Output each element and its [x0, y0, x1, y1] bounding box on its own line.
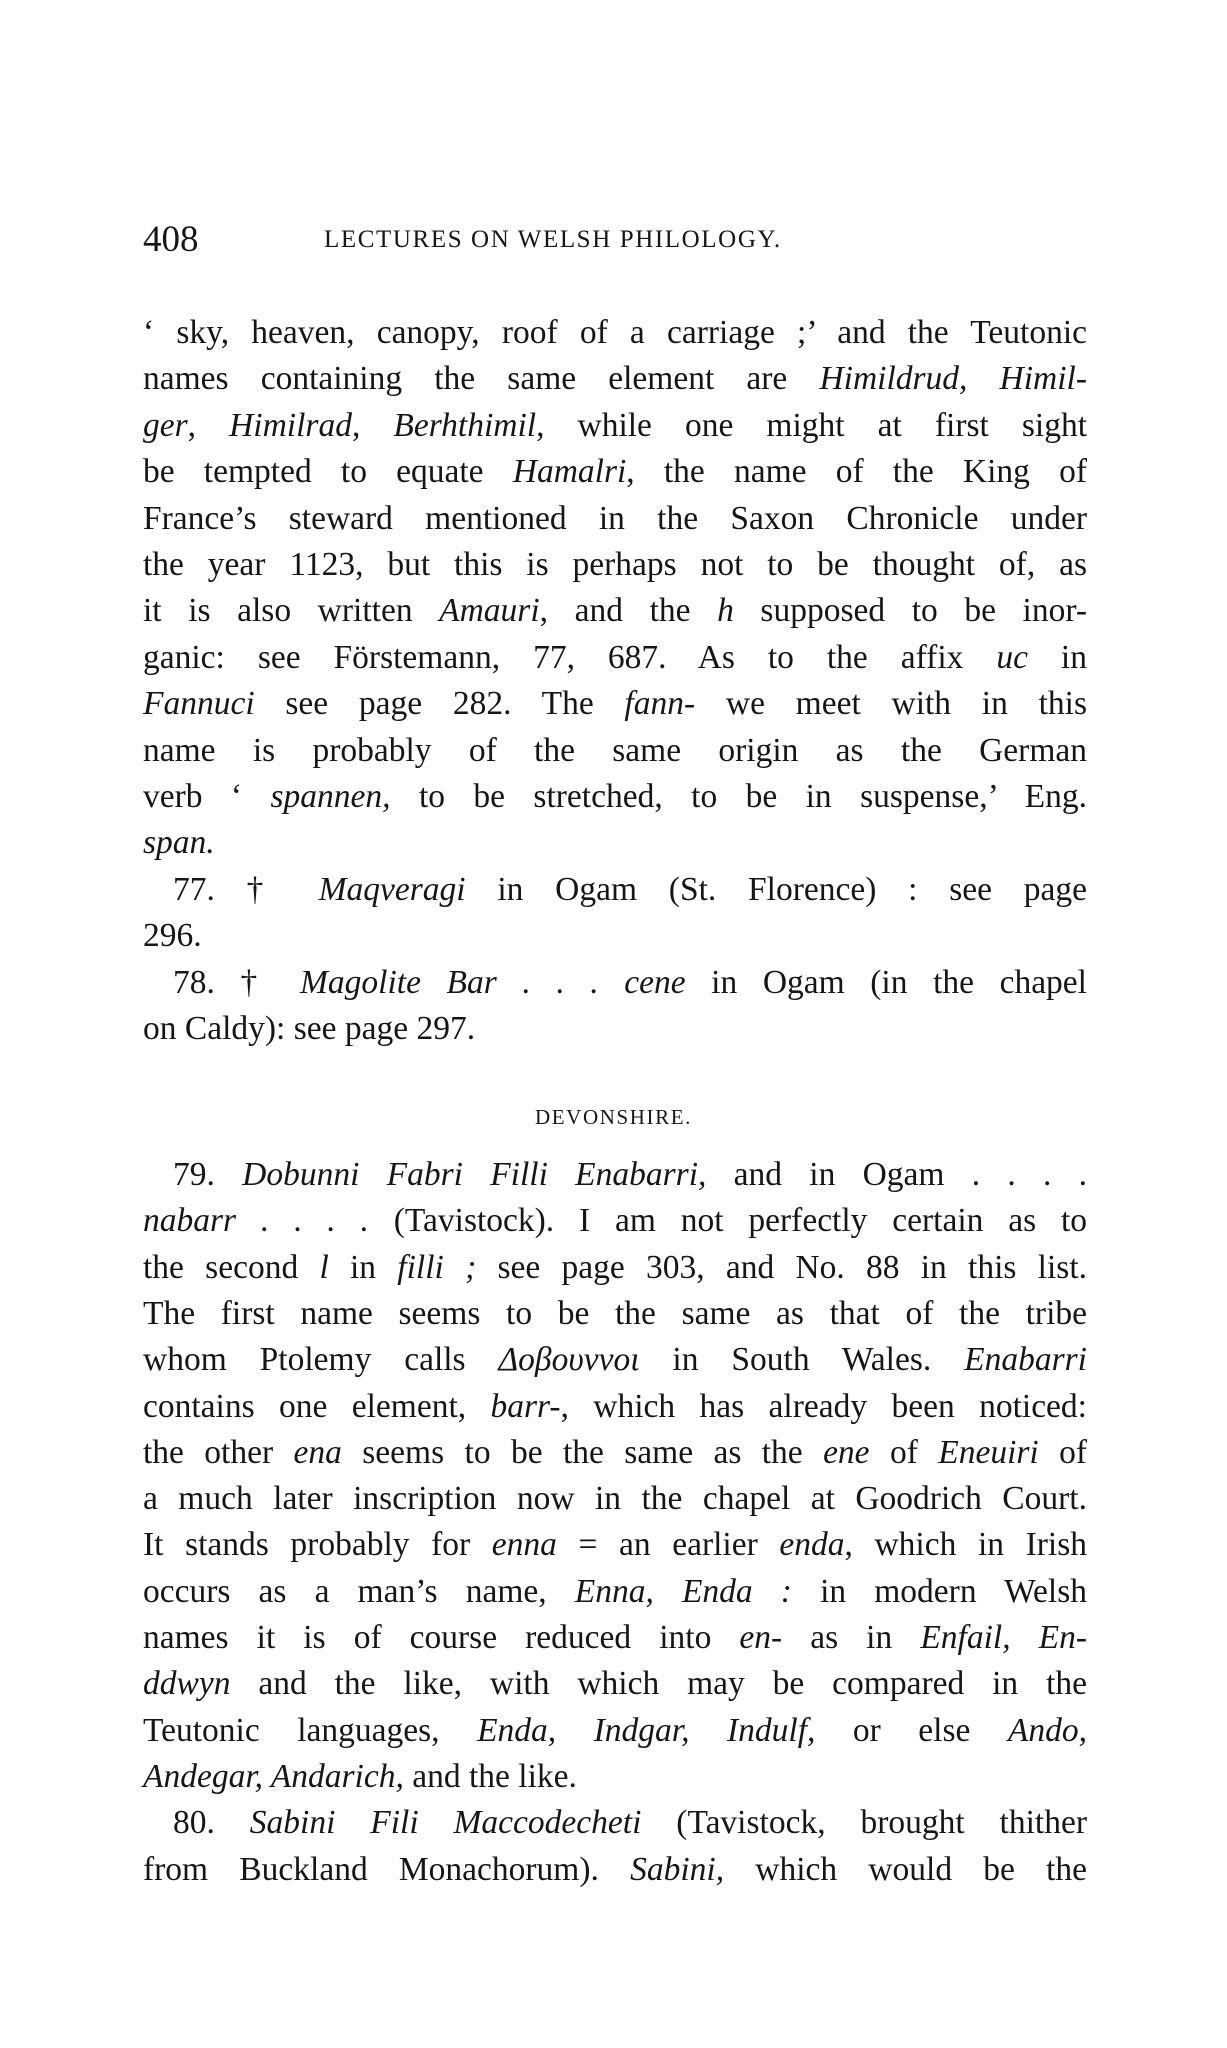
- text-line: [143, 542, 1087, 588]
- text-segment: , while one might at first sight: [536, 406, 1088, 444]
- text-segment: in: [1027, 638, 1087, 676]
- text-segment: 79.: [173, 1156, 243, 1193]
- italic-text: enda: [779, 1526, 845, 1564]
- text-segment: it is also written: [143, 592, 440, 630]
- text-line: [143, 1708, 1087, 1754]
- text-segment: the year 1123, but this is perhaps not to be thought of, as: [143, 546, 1087, 583]
- text-segment: , which in Irish: [844, 1526, 1088, 1564]
- italic-text: Δοβουννοι: [498, 1341, 640, 1379]
- italic-text: Enna, Enda :: [574, 1572, 792, 1610]
- italic-text: Enda, Indgar, Indulf,: [477, 1711, 816, 1749]
- text-segment: a much later inscription now in the chapel at Goodrich Court.: [143, 1480, 1087, 1518]
- text-segment: 77. †: [173, 870, 319, 908]
- text-line: [173, 960, 1087, 1006]
- text-line: [143, 774, 1087, 820]
- text-segment: supposed to be inor-: [733, 592, 1088, 630]
- text-segment: to be stretched, to be in suspense,’ Eng.: [390, 778, 1087, 815]
- italic-text: spannen,: [270, 778, 391, 815]
- italic-text: ger: [143, 406, 188, 444]
- text-line: [143, 913, 1087, 959]
- text-line: [143, 1569, 1087, 1615]
- text-line: [143, 403, 1087, 449]
- text-segment: in: [328, 1248, 398, 1286]
- text-line: [143, 1337, 1087, 1383]
- italic-text: Sabini,: [630, 1850, 725, 1888]
- text-line: [143, 1754, 1087, 1800]
- text-line: [143, 449, 1087, 495]
- text-line: [143, 1661, 1087, 1707]
- text-line: [143, 1430, 1087, 1476]
- text-line: [143, 1245, 1087, 1291]
- text-segment: names containing the same element are: [143, 360, 820, 398]
- italic-text: Maqveragi: [318, 870, 466, 908]
- text-segment: the other: [143, 1433, 294, 1471]
- text-segment: as in: [782, 1619, 921, 1656]
- text-line: [143, 1198, 1087, 1244]
- text-segment: France’s steward mentioned in the Saxon Chronicle under: [143, 499, 1087, 537]
- italic-text: Fannuci: [143, 685, 255, 723]
- text-segment: ‘ sky, heaven, canopy, roof of a carriage ;’ and the Teutonic: [143, 314, 1087, 351]
- italic-text: l: [319, 1248, 329, 1286]
- text-segment: The first name seems to be the same as that of the tribe: [143, 1294, 1087, 1332]
- text-segment: occurs as a man’s name,: [143, 1572, 575, 1610]
- italic-text: barr-: [490, 1387, 561, 1425]
- text-segment: seems to be the same as the: [341, 1433, 824, 1471]
- text-segment: ,: [187, 406, 230, 444]
- italic-text: Himilrad: [229, 406, 352, 444]
- text-segment: be tempted to equate: [143, 453, 513, 491]
- text-segment: , which has already been noticed:: [560, 1387, 1087, 1425]
- italic-text: span.: [143, 824, 215, 862]
- text-segment: ganic: see Förstemann, 77, 687. As to the affix: [143, 638, 997, 676]
- text-segment: , the name of the King of: [626, 453, 1087, 491]
- italic-text: filli ;: [397, 1248, 477, 1286]
- text-segment: from Buckland Monachorum).: [143, 1850, 631, 1888]
- text-segment: or else: [815, 1711, 1008, 1749]
- text-segment: of: [869, 1433, 939, 1471]
- section-heading: DEVONSHIRE.: [534, 1105, 692, 1129]
- italic-text: Magolite Bar . . . cene: [300, 963, 686, 1001]
- text-line: [143, 681, 1087, 727]
- text-line: [143, 1847, 1087, 1893]
- text-segment: 78. †: [173, 963, 300, 1001]
- italic-text: Enfail, En-: [920, 1619, 1087, 1656]
- text-segment: the second: [143, 1248, 320, 1286]
- text-line: [143, 728, 1087, 774]
- italic-text: Andegar, Andarich,: [143, 1757, 404, 1795]
- text-segment: whom Ptolemy calls: [143, 1341, 499, 1379]
- text-segment: name is probably of the same origin as the German: [143, 731, 1087, 769]
- italic-text: Dobunni Fabri Filli Enabarri,: [242, 1156, 707, 1193]
- text-segment: 296.: [143, 917, 202, 955]
- page-number: 408: [143, 219, 199, 260]
- italic-text: nabarr . . . .: [143, 1202, 369, 1240]
- text-segment: = an earlier: [556, 1526, 780, 1564]
- text-line: [143, 1291, 1087, 1337]
- text-segment: contains one element,: [143, 1387, 491, 1425]
- text-segment: of: [1038, 1433, 1088, 1471]
- text-line: [143, 635, 1087, 681]
- text-segment: names it is of course reduced into: [143, 1619, 740, 1656]
- text-segment: Teutonic languages,: [143, 1711, 478, 1749]
- text-line: [143, 1522, 1087, 1568]
- text-segment: in modern Welsh: [791, 1572, 1087, 1610]
- italic-text: ene: [823, 1433, 870, 1471]
- text-segment: see page 282. The: [254, 685, 625, 723]
- italic-text: Ando,: [1007, 1711, 1087, 1749]
- italic-text: Sabini Fili Maccodecheti: [249, 1804, 642, 1842]
- italic-text: uc: [996, 638, 1028, 676]
- running-title: LECTURES ON WELSH PHILOLOGY.: [324, 226, 782, 253]
- italic-text: Himildrud, Himil-: [819, 360, 1087, 398]
- text-segment: we meet with in this: [695, 685, 1087, 723]
- italic-text: Amauri: [439, 592, 540, 630]
- text-segment: in Ogam (in the chapel: [685, 963, 1087, 1001]
- text-segment: and in Ogam . . . .: [706, 1156, 1087, 1193]
- italic-text: fann-: [624, 685, 696, 723]
- italic-text: h: [717, 592, 734, 630]
- text-line: [143, 820, 1087, 866]
- text-line: [173, 1800, 1087, 1846]
- text-line: [143, 496, 1087, 542]
- text-segment: which would be the: [724, 1850, 1087, 1888]
- italic-text: Eneuiri: [938, 1433, 1039, 1471]
- text-line: [143, 310, 1087, 356]
- italic-text: Hamalri: [512, 453, 627, 491]
- italic-text: ena: [293, 1433, 342, 1471]
- italic-text: Berhthimil: [393, 406, 537, 444]
- text-line: [173, 1152, 1087, 1198]
- text-segment: in South Wales.: [639, 1341, 965, 1379]
- text-segment: , and the: [539, 592, 718, 630]
- text-segment: verb ‘: [143, 778, 271, 815]
- text-segment: (Tavistock, brought thither: [641, 1804, 1088, 1842]
- text-line: [143, 1476, 1087, 1522]
- italic-text: enna: [491, 1526, 557, 1564]
- text-segment: It stands probably for: [143, 1526, 492, 1564]
- text-segment: ,: [351, 406, 394, 444]
- text-segment: and the like, with which may be compared in the: [230, 1665, 1087, 1703]
- text-segment: on Caldy): see page 297.: [143, 1010, 476, 1047]
- italic-text: en-: [739, 1619, 783, 1656]
- italic-text: ddwyn: [143, 1665, 231, 1703]
- text-segment: (Tavistock). I am not perfectly certain as to: [368, 1202, 1088, 1240]
- italic-text: Enabarri: [964, 1341, 1087, 1379]
- text-segment: and the like.: [403, 1757, 577, 1795]
- text-line: [143, 588, 1087, 634]
- text-line: [143, 1006, 1087, 1052]
- text-line: [173, 867, 1087, 913]
- text-segment: in Ogam (St. Florence) : see page: [465, 870, 1088, 908]
- text-segment: 80.: [173, 1804, 250, 1842]
- text-line: [143, 1384, 1087, 1430]
- text-line: [143, 356, 1087, 402]
- text-line: [143, 1615, 1087, 1661]
- text-segment: see page 303, and No. 88 in this list.: [476, 1248, 1088, 1286]
